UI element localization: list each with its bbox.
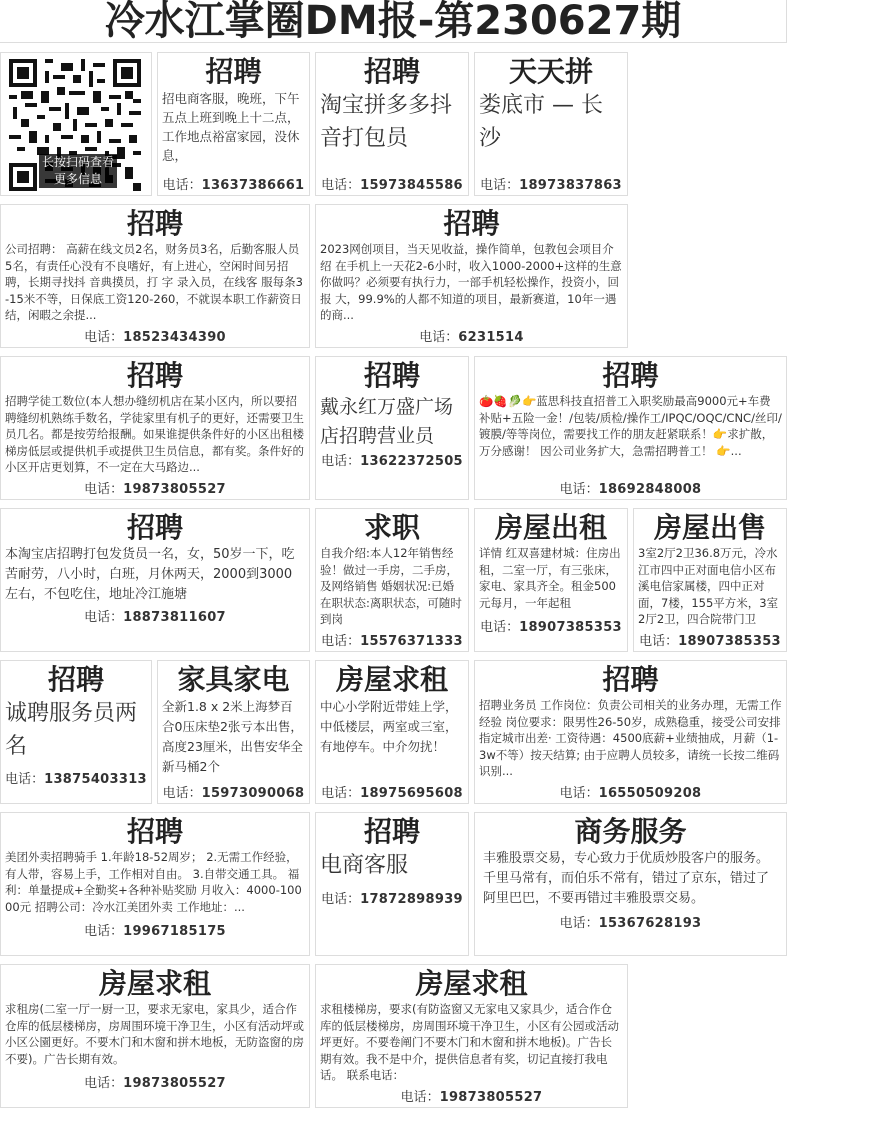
ad-title: 招聘 [205, 55, 262, 88]
ad-phone[interactable]: 电话：13637386661 [162, 178, 305, 193]
ad-card[interactable] [0, 660, 152, 804]
ad-text: 招聘业务员 工作岗位：负责公司相关的业务办理，无需工作经验 岗位要求：限男性26-50岁，成熟稳重，接受公司安排指定城市出差· 工资待遇：4500底薪+业绩抽成，月薪（1-3w不等）按天结算; 由于应聘人员较多，请统一长按二维码识别... [479, 698, 782, 778]
ad-card[interactable] [0, 812, 310, 956]
ad-card[interactable] [474, 52, 628, 196]
ad-card[interactable] [474, 508, 628, 652]
ad-text: 娄底市 — 长沙 [479, 93, 603, 151]
ad-text: 公司招聘： 高薪在线文员2名，财务员3名，后勤客服人员5名，有责任心没有不良嗜好，有上进心，空闲时间另招聘，长期寻找抖 音典摸员，打 字 录入员，在线客 服每条3-15米不等，日保底工资120-260，不就误本职工作薪资日结，闲暇之余提... [5, 242, 303, 322]
ad-card[interactable] [0, 964, 310, 1108]
ad-phone[interactable]: 电话：17872898939 [321, 892, 463, 907]
ad-text: 求租楼梯房，要求(有防盗窗又无家电又家具少，适合作仓库的低层楼梯房，房周围环境干净卫生，小区有公园或活动坪更好。不要卷阐门不要木门和木窗和拼木地板)。广告长期有效。我不是中介，提供信息者有奖，切记直接打我电话。 联系电话： [320, 1002, 619, 1082]
ad-phone[interactable]: 电话：19873805527 [84, 482, 226, 497]
ad-title: 招聘 [126, 359, 183, 392]
ad-title: 招聘 [126, 207, 183, 240]
ad-phone[interactable]: 电话：18973837863 [480, 178, 622, 193]
ad-card[interactable] [474, 660, 787, 804]
ad-text: 全新1.8 x 2米上海梦百合0压床垫2张亏本出售，高度23厘米，出售安华全新马桶2个 [162, 699, 303, 774]
ad-card[interactable] [474, 356, 787, 500]
ad-text: 淘宝拼多多抖音打包员 [320, 93, 453, 151]
ad-title: 求职 [363, 511, 420, 544]
ad-card[interactable] [0, 508, 310, 652]
ad-title: 招聘 [443, 207, 500, 240]
page-title: 冷水江掌圈DM报-第230627期 [0, 0, 787, 43]
ad-phone[interactable]: 电话：19873805527 [84, 1076, 226, 1091]
ad-card[interactable] [315, 356, 469, 500]
ad-title: 房屋求租 [98, 967, 211, 1000]
ad-title: 房屋出售 [653, 511, 766, 544]
ad-text: 招聘学徒工数位(本人想办缝纫机店在某小区内，所以要招聘缝纫机熟练手数名，学徒家里有机子的更好，还需要卫生员几名。都是按劳给报酬。如果谁提供条件好的小区出租楼梯房低层或提供机手或提供卫生员信息，都有奖。条件好的小区开店更划算，不一定在大马路边... [5, 394, 304, 474]
qr-code-card[interactable] [0, 52, 152, 196]
ad-card[interactable] [315, 508, 469, 652]
ad-text: 详情 红双喜建材城：住房出租，二室一厅，有三张床，家电、家具齐全。租金500元每月，一年起租 [479, 546, 621, 610]
ad-phone[interactable]: 电话：18692848008 [559, 482, 702, 497]
ad-title: 招聘 [126, 511, 183, 544]
ad-phone[interactable]: 电话：15576371333 [321, 634, 463, 649]
ad-phone[interactable]: 电话：13875403313 [5, 772, 147, 787]
ad-phone[interactable]: 电话：6231514 [419, 330, 524, 345]
ad-title: 招聘 [47, 663, 104, 696]
ad-text: 2023网创项目，当天见收益，操作简单，包教包会项目介绍 在手机上一天花2-6小时，收入1000-2000+这样的生意你做吗？必须要有执行力，一部手机轻松操作，投资小，回报 大，99.9%的人都不知道的项目，最新赛道，10年一遇的商... [320, 242, 622, 322]
ad-text: 戴永红万盛广场店招聘营业员 [320, 396, 454, 447]
ad-card[interactable] [315, 204, 628, 348]
ad-text: 本淘宝店招聘打包发货员一名，女，50岁一下，吃苦耐劳，八小时，白班，月休两天，2000到3000左右，不包吃住，地址冷江施塘 [5, 547, 295, 602]
ad-card[interactable] [0, 204, 310, 348]
ad-card[interactable] [157, 660, 310, 804]
ad-title: 房屋求租 [335, 663, 448, 696]
ad-phone[interactable]: 电话：15973090068 [162, 786, 305, 801]
ad-text: 自我介绍:本人12年销售经验！做过一手房，二手房，及网络销售 婚姻状况:已婚 在职状态:离职状态，可随时到岗 [320, 546, 462, 626]
ad-card[interactable] [633, 508, 787, 652]
qr-caption: 长按扫码查看更多信息 [39, 154, 117, 188]
ad-title: 招聘 [363, 55, 420, 88]
ad-title: 房屋出租 [494, 511, 607, 544]
ad-title: 招聘 [126, 815, 183, 848]
ad-phone[interactable]: 电话：18975695608 [321, 786, 463, 801]
ad-text: 求租房(二室一厅一厨一卫，要求无家电，家具少，适合作仓库的低层楼梯房，房周围环境干净卫生，小区有活动坪或小区公園更好。不要木门和木窗和拼木地板，无防盗窗的房不要)。广告长期有效。 [5, 1002, 304, 1066]
ad-text: 中心小学附近带娃上学，中低楼层，两室或三室，有地停车。中介勿扰！ [320, 699, 458, 754]
ad-phone[interactable]: 电话：18523434390 [84, 330, 226, 345]
ad-phone[interactable]: 电话：19967185175 [84, 924, 226, 939]
ad-text: 3室2厅2卫36.8万元，冷水江市四中正对面电信小区布溪电信家属楼，四中正对面，7楼，155平方米，3室2厅2卫，四合院带门卫 [638, 546, 779, 626]
ad-text: 丰雅股票交易，专心致力于优质炒股客户的服务。千里马常有，而伯乐不常有，错过了京东，错过了阿里巴巴，不要再错过丰雅股票交易。 [483, 851, 770, 906]
ad-phone[interactable]: 电话：18907385353 [480, 620, 622, 635]
ad-title: 天天拼 [508, 55, 593, 88]
ad-text: 诚聘服务员两名 [5, 701, 138, 759]
ad-card[interactable] [0, 356, 310, 500]
ad-phone[interactable]: 电话：18873811607 [84, 610, 226, 625]
ad-title: 招聘 [363, 359, 420, 392]
ad-title: 房屋求租 [415, 967, 528, 1000]
ad-title: 招聘 [602, 359, 659, 392]
ad-title: 招聘 [602, 663, 659, 696]
ad-text: 招电商客服，晚班，下午五点上班到晚上十二点，工作地点裕富家园，没休息， [162, 91, 300, 163]
ad-text: 电商客服 [320, 853, 409, 878]
ad-phone[interactable]: 电话：15973845586 [321, 178, 463, 193]
ad-phone[interactable]: 电话：15367628193 [559, 916, 702, 931]
ad-card[interactable] [315, 812, 469, 956]
ad-phone[interactable]: 电话：13622372505 [321, 454, 463, 469]
ad-text: 🍅🍓🥬👉蓝思科技直招普工入职奖励最高9000元+车费补贴+五险一金！/包装/质检/操作工/IPQC/OQC/CNC/丝印/镀膜/等等岗位，需要找工作的朋友赶紧联系！👉求扩散，万分感谢！ 因公司业务扩大，急需招聘普工！ 👉... [479, 394, 782, 458]
ad-card[interactable] [157, 52, 310, 196]
ad-card[interactable] [315, 964, 628, 1108]
ad-title: 招聘 [363, 815, 420, 848]
ad-card[interactable] [315, 660, 469, 804]
ad-card[interactable] [474, 812, 787, 956]
ad-phone[interactable]: 电话：19873805527 [400, 1090, 543, 1105]
ad-title: 商务服务 [574, 815, 687, 848]
ad-title: 家具家电 [177, 663, 290, 696]
ad-phone[interactable]: 电话：18907385353 [639, 634, 781, 649]
ad-text: 美团外卖招聘骑手 1.年龄18-52周岁； 2.无需工作经验，有人带，容易上手，工作相对自由。 3.自带交通工具。 福利：单量提成+全勤奖+各种补贴奖励 月收入：4000-10000元 招聘公司：冷水江美团外卖 工作地址：... [5, 850, 302, 914]
ad-phone[interactable]: 电话：16550509208 [559, 786, 702, 801]
ad-card[interactable] [315, 52, 469, 196]
